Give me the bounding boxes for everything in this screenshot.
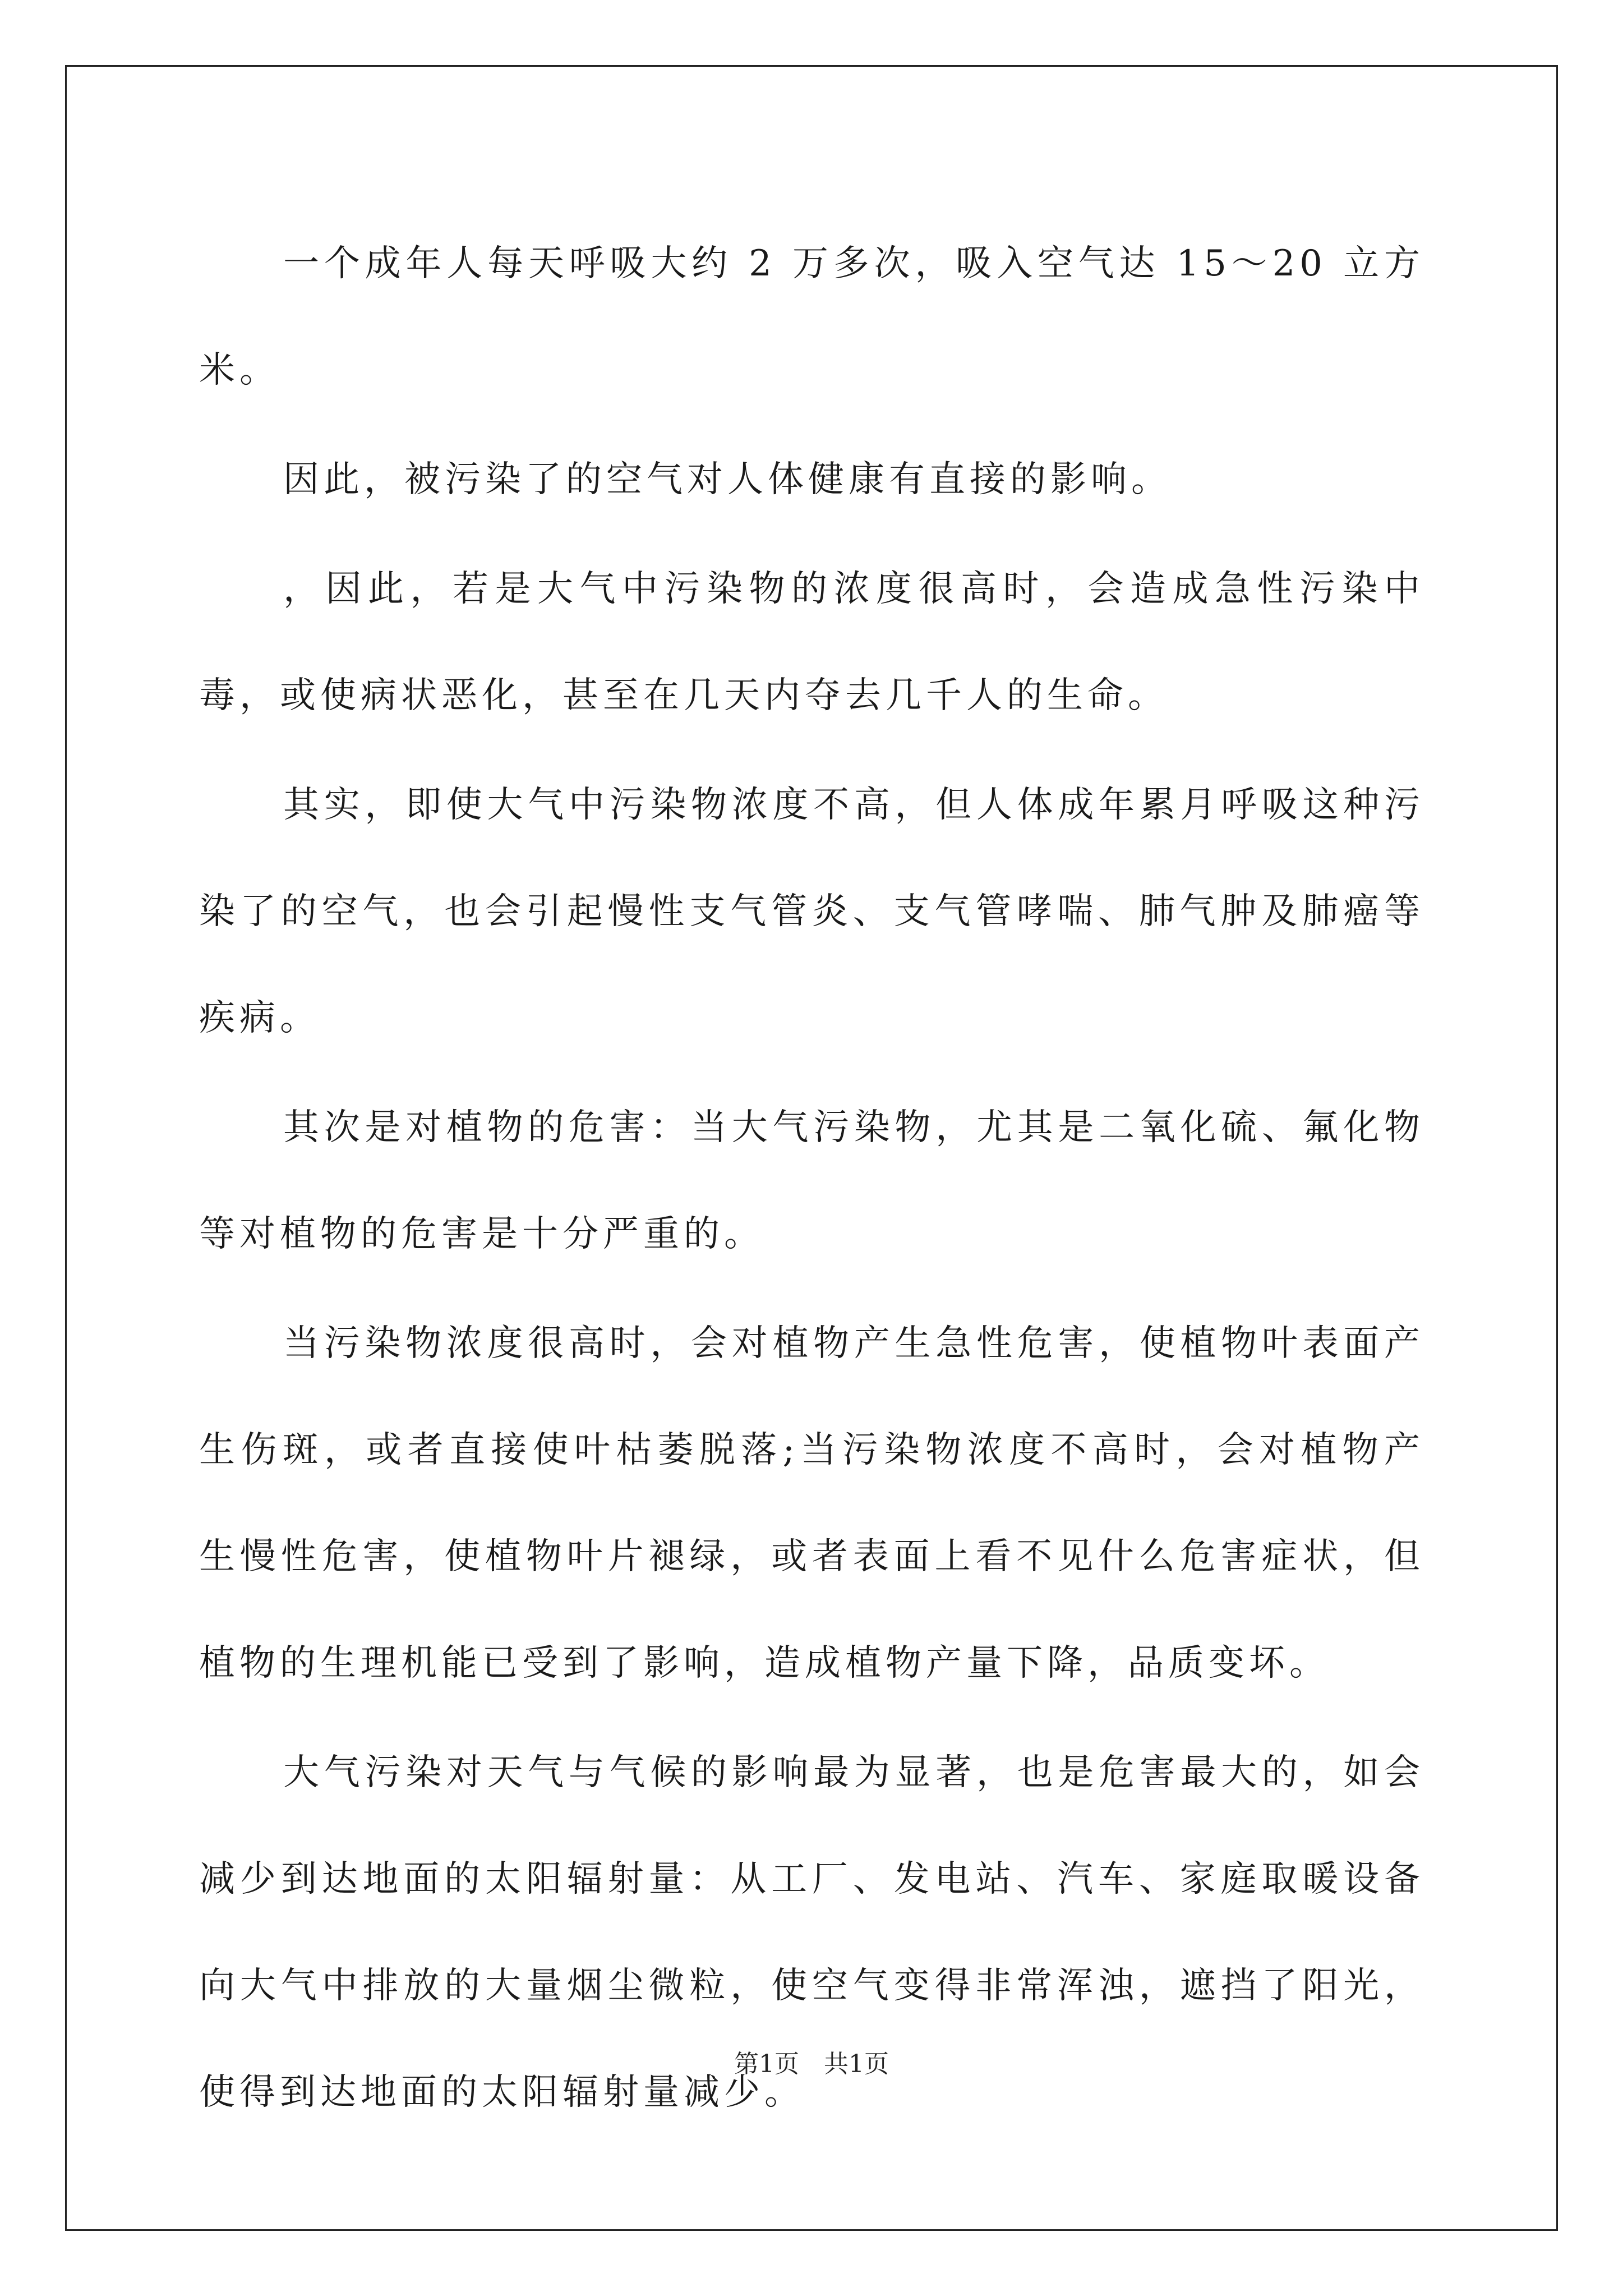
paragraph-7: 大气污染对天气与气候的影响最为显著，也是危害最大的，如会减少到达地面的太阳辐射量：从工厂、发电站、汽车、家庭取暖设备向大气中排放的大量烟尘微粒，使空气变得非常浑浊，遮挡了阳光，使得到达地面的太阳辐射量减少。 <box>199 1752 1424 2113</box>
page-number: 第1页 共1页 <box>734 2050 889 2078</box>
paragraph-2: 因此，被污染了的空气对人体健康有直接的影响。 <box>283 459 1172 500</box>
document-body <box>199 210 1424 2148</box>
page-footer <box>0 2047 1623 2081</box>
paragraph-1: 一个成年人每天呼吸大约 2 万多次，吸入空气达 15～20 立方米。 <box>199 243 1424 391</box>
paragraph-6: 当污染物浓度很高时，会对植物产生急性危害，使植物叶表面产生伤斑，或者直接使叶枯萎脱落;当污染物浓度不高时，会对植物产生慢性危害，使植物叶片褪绿，或者表面上看不见什么危害症状，但植物的生理机能已受到了影响，造成植物产量下降，品质变坏。 <box>199 1323 1424 1684</box>
paragraph-4: 其实，即使大气中污染物浓度不高，但人体成年累月呼吸这种污染了的空气，也会引起慢性支气管炎、支气管哮喘、肺气肿及肺癌等疾病。 <box>199 784 1424 1039</box>
paragraph-5: 其次是对植物的危害：当大气污染物，尤其是二氧化硫、氟化物等对植物的危害是十分严重的。 <box>199 1107 1424 1255</box>
paragraph-3: ，因此，若是大气中污染物的浓度很高时，会造成急性污染中毒，或使病状恶化，甚至在几天内夺去几千人的生命。 <box>199 568 1424 716</box>
